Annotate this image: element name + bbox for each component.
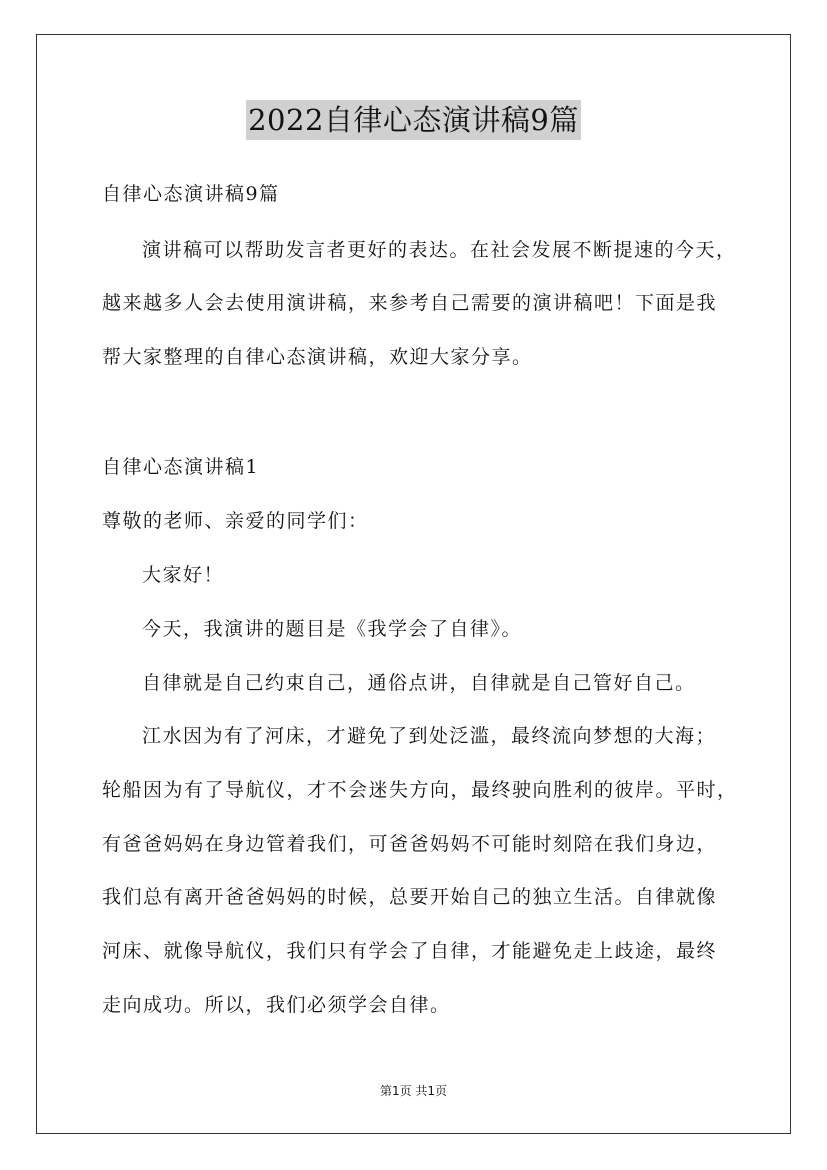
intro-paragraph-line: 演讲稿可以帮助发言者更好的表达。在社会发展不断提速的今天， xyxy=(142,239,737,261)
document-title: 2022自律心态演讲稿9篇 xyxy=(246,100,581,140)
page-number-footer: 第1页 共1页 xyxy=(379,1084,448,1098)
intro-paragraph-line: 帮大家整理的自律心态演讲稿，欢迎大家分享。 xyxy=(102,346,533,368)
intro-paragraph-line: 越来越多人会去使用演讲稿，来参考自己需要的演讲稿吧！下面是我 xyxy=(102,292,718,314)
body-paragraph-line: 河床、就像导航仪，我们只有学会了自律，才能避免走上歧途，最终 xyxy=(102,940,718,962)
body-paragraph-line: 有爸爸妈妈在身边管着我们，可爸爸妈妈不可能时刻陪在我们身边， xyxy=(102,833,718,855)
title-container xyxy=(0,100,827,140)
body-paragraph-line: 江水因为有了河床，才避免了到处泛滥，最终流向梦想的大海； xyxy=(142,725,717,747)
definition-line: 自律就是自己约束自己，通俗点讲，自律就是自己管好自己。 xyxy=(142,672,696,694)
section-heading: 自律心态演讲稿1 xyxy=(102,456,260,478)
topic-line: 今天，我演讲的题目是《我学会了自律》。 xyxy=(142,618,523,640)
body-paragraph-line: 走向成功。所以，我们必须学会自律。 xyxy=(102,994,451,1016)
salutation: 尊敬的老师、亲爱的同学们： xyxy=(102,510,369,532)
body-paragraph-line: 我们总有离开爸爸妈妈的时候，总要开始自己的独立生活。自律就像 xyxy=(102,886,718,908)
greeting: 大家好！ xyxy=(142,564,225,586)
document-subtitle: 自律心态演讲稿9篇 xyxy=(102,183,280,205)
body-paragraph-line: 轮船因为有了导航仪，才不会迷失方向，最终驶向胜利的彼岸。平时， xyxy=(102,779,738,801)
